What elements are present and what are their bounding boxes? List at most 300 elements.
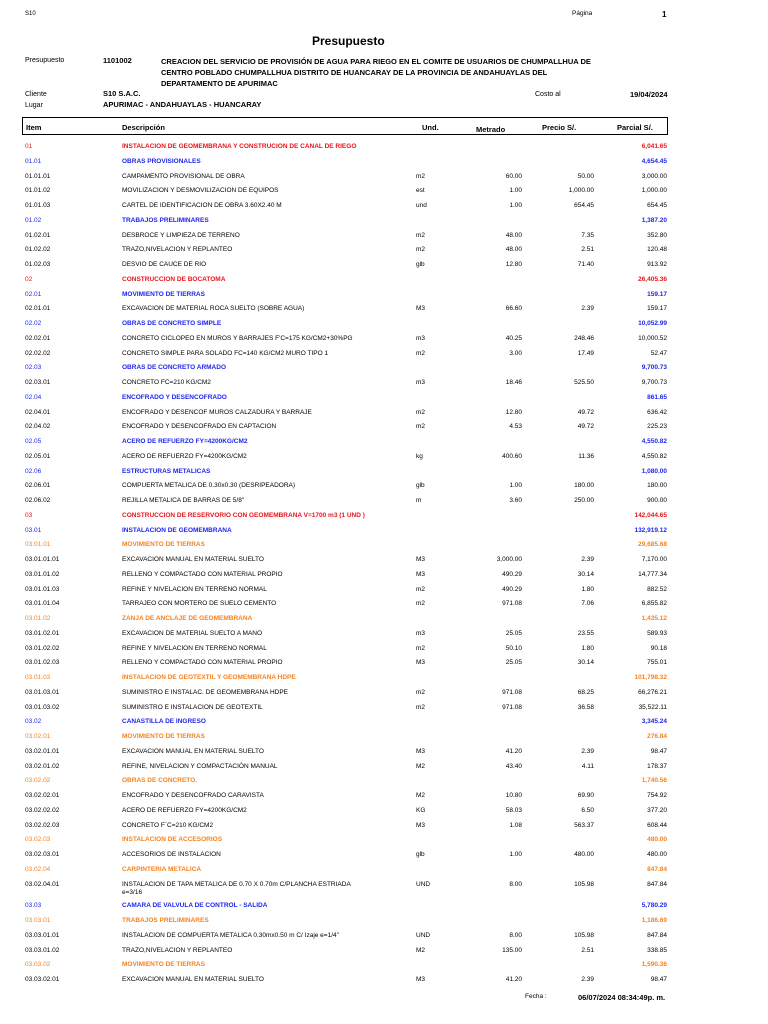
table-row-section [0, 866, 768, 880]
row-partial: 480.00 [647, 836, 667, 844]
table-row-section [0, 777, 768, 791]
table-row-section [0, 961, 768, 975]
row-item: 03.03.01.01 [25, 931, 60, 939]
row-item: 02.02.01 [25, 334, 51, 342]
row-price: 480.00 [574, 851, 594, 858]
row-item: 03.01.02.03 [25, 659, 60, 667]
row-price: 2.39 [581, 747, 594, 755]
row-partial: 1,740.56 [641, 777, 667, 785]
row-metrado: 40.25 [505, 334, 522, 342]
row-partial: 3,345.24 [641, 718, 667, 726]
row-description: DESBROCE Y LIMPIEZA DE TERRENO [122, 231, 240, 239]
table-row [0, 409, 768, 423]
row-unit: m3 [416, 629, 426, 637]
row-price: 1,000.00 [568, 187, 594, 195]
table-row [0, 630, 768, 644]
table-row-section [0, 438, 768, 452]
table-row [0, 645, 768, 659]
row-item: 02.02.02 [25, 349, 51, 357]
row-item: 02.03 [25, 364, 42, 372]
table-row-section [0, 291, 768, 305]
row-price: 6.50 [581, 806, 594, 814]
row-price: 7.35 [581, 231, 594, 239]
row-partial: 52.47 [650, 349, 667, 357]
table-row [0, 748, 768, 762]
row-description: MOVILIZACION Y DESMOVILIZACION DE EQUIPOS [122, 187, 279, 195]
row-unit: M3 [416, 747, 426, 755]
row-unit: m2 [416, 408, 426, 416]
row-description: CONCRETO SIMPLE PARA SOLADO FC=140 KG/CM2 MURO TIPO 1 [122, 349, 329, 357]
table-row [0, 881, 768, 895]
row-price: 2.39 [581, 556, 594, 563]
row-description: ENCOFRADO Y DESENCOFRADO [122, 393, 227, 401]
row-price: 1.80 [581, 644, 594, 652]
row-description: CONCRETO F`C=210 KG/CM2 [122, 821, 214, 829]
row-item: 02.06.02 [25, 497, 51, 504]
row-partial: 654.45 [647, 202, 667, 209]
row-description: CONCRETO CICLOPEO EN MUROS Y BARRAJES F'C=175 KG/CM2+30%PG [122, 334, 353, 342]
row-item: 03.02.02.03 [25, 821, 60, 829]
row-description: ENCOFRADO Y DESENCOFRADO EN CAPTACION [122, 423, 277, 431]
row-partial: 35,522.11 [638, 703, 667, 711]
row-description: ENCOFRADO Y DESENCOF MUROS CALZADURA Y BARRAJE [122, 408, 312, 416]
row-description: RELLENO Y COMPACTADO CON MATERIAL PROPIO [122, 659, 283, 667]
row-partial: 754.92 [647, 792, 667, 799]
row-price: 180.00 [574, 482, 594, 490]
row-item: 01.01 [25, 157, 42, 165]
table-row-section [0, 143, 768, 157]
table-row [0, 792, 768, 806]
table-row [0, 497, 768, 511]
row-unit: m3 [416, 379, 426, 386]
row-partial: 913.92 [647, 261, 667, 268]
row-item: 02.01 [25, 290, 42, 298]
row-partial: 755.01 [647, 659, 667, 667]
row-unit: m2 [416, 172, 426, 180]
table-row [0, 423, 768, 437]
row-description: REJILLA METALICA DE BARRAS DE 5/8" [122, 497, 245, 504]
row-unit: m2 [416, 600, 426, 608]
row-partial: 159.17 [647, 290, 667, 298]
row-item: 03.01.01.04 [25, 600, 60, 608]
row-description: CONSTRUCCION DE BOCATOMA [122, 275, 226, 283]
row-item: 03.01.02.01 [25, 629, 60, 637]
table-row-section [0, 836, 768, 850]
page-title: Presupuesto [312, 34, 385, 48]
row-description: CANASTILLA DE INGRESO [122, 718, 206, 726]
row-unit: m2 [416, 349, 426, 357]
row-item: 02.04.01 [25, 408, 51, 416]
table-row [0, 571, 768, 585]
row-item: 03.02.02.02 [25, 806, 60, 814]
row-item: 02.05 [25, 438, 42, 445]
row-metrado: 1.00 [509, 187, 522, 195]
row-metrado: 12.80 [505, 261, 522, 268]
row-metrado: 12.80 [505, 408, 522, 416]
row-partial: 29,685.68 [638, 541, 667, 549]
row-description: TRAZO,NIVELACION Y REPLANTEO [122, 246, 233, 254]
row-partial: 14,777.34 [638, 570, 667, 578]
lugar-value: APURIMAC - ANDAHUAYLAS - HUANCARAY [103, 100, 262, 109]
row-unit: glb [416, 261, 425, 268]
row-partial: 1,590.36 [641, 961, 667, 969]
row-description: MOVIMIENTO DE TIERRAS [122, 541, 205, 549]
row-description: INSTALACION DE COMPUERTA METALICA 0.30mx0.50 m C/ Izaje e=1/4" [122, 931, 339, 939]
row-metrado: 971.08 [502, 600, 522, 608]
costo-date: 19/04/2024 [630, 90, 668, 99]
row-partial: 1,000.00 [641, 187, 667, 195]
row-description: INSTALACION DE TAPA METALICA DE 0.70 X 0.70m C/PLANCHA ESTRIADA e=3/16 [122, 880, 351, 896]
row-partial: 3,000.00 [641, 172, 667, 180]
row-unit: UND [416, 880, 431, 888]
row-price: 105.98 [574, 931, 594, 939]
row-partial: 9,700.73 [641, 379, 667, 386]
table-row-section [0, 320, 768, 334]
row-item: 03.02 [25, 718, 42, 726]
row-description: CAMPAMENTO PROVISIONAL DE OBRA [122, 172, 245, 180]
row-description: MOVIMIENTO DE TIERRAS [122, 961, 205, 969]
row-unit: M3 [416, 821, 426, 829]
table-row [0, 187, 768, 201]
row-description: ZANJA DE ANCLAJE DE GEOMEMBRANA [122, 615, 253, 622]
row-description: ACERO DE REFUERZO FY=4200KG/CM2 [122, 452, 247, 460]
row-price: 2.51 [581, 946, 594, 954]
row-metrado: 25.05 [505, 659, 522, 667]
table-row [0, 482, 768, 496]
table-row-section [0, 902, 768, 916]
table-row-section [0, 615, 768, 629]
row-item: 03.01.03 [25, 674, 51, 681]
row-price: 50.00 [577, 172, 594, 180]
table-row [0, 173, 768, 187]
row-unit: M3 [416, 976, 426, 983]
row-partial: 1,080.00 [641, 467, 667, 475]
table-row [0, 932, 768, 946]
table-row [0, 202, 768, 216]
row-partial: 847.84 [647, 880, 667, 888]
row-metrado: 43.40 [505, 762, 522, 770]
footer-date-value: 06/07/2024 08:34:49p. m. [578, 993, 666, 1002]
row-description: CONSTRUCCION DE RESERVORIO CON GEOMEMBRANA V=1700 m3 (1 UND ) [122, 511, 365, 519]
table-row-section [0, 394, 768, 408]
row-description: REFINE Y NIVELACION EN TERRENO NORMAL [122, 585, 267, 593]
table-row-section [0, 917, 768, 931]
row-metrado: 135.00 [502, 946, 522, 954]
row-item: 03.01.03.02 [25, 703, 60, 711]
row-item: 03.03.01.02 [25, 946, 60, 954]
row-price: 248.46 [574, 334, 594, 342]
row-partial: 26,405.36 [638, 275, 667, 283]
row-partial: 225.23 [647, 423, 667, 431]
table-row [0, 246, 768, 260]
row-price: 654.45 [574, 202, 594, 209]
table-row [0, 453, 768, 467]
table-row [0, 305, 768, 319]
row-metrado: 50.10 [505, 644, 522, 652]
row-partial: 6,855.82 [641, 600, 667, 608]
row-description: REFINE Y NIVELACION EN TERRENO NORMAL [122, 644, 267, 652]
column-header-item: Item [26, 123, 42, 132]
row-price: 69.90 [577, 792, 594, 799]
footer-date-label: Fecha : [525, 993, 547, 1000]
row-partial: 4,654.45 [641, 157, 667, 165]
row-partial: 6,041.65 [641, 143, 667, 150]
row-description: OBRAS DE CONCRETO ARMADO [122, 364, 227, 372]
row-partial: 882.52 [647, 585, 667, 593]
presupuesto-label: Presupuesto [25, 57, 65, 64]
row-description: INSTALACION DE GEOMEMBRANA Y CONSTRUCION DE CANAL DE RIEGO [122, 143, 357, 150]
row-price: 49.72 [577, 423, 594, 431]
row-price: 2.39 [581, 305, 594, 313]
table-row-section [0, 512, 768, 526]
table-row [0, 586, 768, 600]
row-item: 01.01.03 [25, 202, 51, 209]
row-item: 03.02.03.01 [25, 851, 60, 858]
row-item: 02.06 [25, 467, 42, 475]
row-partial: 10,052.99 [638, 320, 667, 327]
table-row [0, 600, 768, 614]
row-item: 01.02.02 [25, 246, 51, 254]
row-item: 03.03.02.01 [25, 976, 60, 983]
row-partial: 9,700.73 [641, 364, 667, 372]
row-unit: m2 [416, 231, 426, 239]
row-unit: M2 [416, 792, 426, 799]
lugar-label: Lugar [25, 102, 43, 109]
row-description: COMPUERTA METALICA DE 0.30x0.30 (DESRIPEADORA) [122, 482, 296, 490]
row-description: TRABAJOS PRELIMINARES [122, 917, 209, 924]
row-description: EXCAVACION MANUAL EN MATERIAL SUELTO [122, 976, 264, 983]
row-unit: M3 [416, 659, 426, 667]
row-metrado: 48.00 [505, 231, 522, 239]
row-item: 03.02.02.01 [25, 792, 60, 799]
row-unit: M3 [416, 570, 426, 578]
row-partial: 352.80 [647, 231, 667, 239]
row-metrado: 48.00 [505, 246, 522, 254]
row-unit: est [416, 187, 425, 195]
row-metrado: 1.00 [509, 851, 522, 858]
row-partial: 132,919.12 [634, 526, 667, 534]
row-description: TARRAJEO CON MORTERO DE SUELO CEMENTO [122, 600, 277, 608]
row-partial: 276.84 [647, 733, 667, 740]
row-description: OBRAS DE CONCRETO SIMPLE [122, 320, 222, 327]
row-price: 250.00 [574, 497, 594, 504]
row-metrado: 4.53 [509, 423, 522, 431]
row-description: ESTRUCTURAS METALICAS [122, 467, 211, 475]
row-price: 36.58 [577, 703, 594, 711]
row-item: 02.04.02 [25, 423, 51, 431]
row-description: OBRAS PROVISIONALES [122, 157, 201, 165]
row-item: 03.01 [25, 526, 42, 534]
row-partial: 338.85 [647, 946, 667, 954]
row-item: 03.01.01.03 [25, 585, 60, 593]
row-description: ACERO DE REFUERZO FY=4200KG/CM2 [122, 438, 248, 445]
row-description: SUMINISTRO E INSTALACION DE GEOTEXTIL [122, 703, 263, 711]
row-item: 01.02 [25, 216, 42, 224]
row-item: 03.02.01.02 [25, 762, 60, 770]
table-row-section [0, 674, 768, 688]
row-description: INSTALACION DE GEOMEMBRANA [122, 526, 232, 534]
row-unit: m2 [416, 423, 426, 431]
row-metrado: 490.29 [502, 570, 522, 578]
row-metrado: 41.20 [505, 747, 522, 755]
page-label: Página [572, 10, 593, 17]
row-description: ACERO DE REFUERZO FY=4200KG/CM2 [122, 806, 247, 814]
table-row-section [0, 217, 768, 231]
row-item: 01.02.03 [25, 261, 51, 268]
row-partial: 589.93 [647, 629, 667, 637]
row-description: RELLENO Y COMPACTADO CON MATERIAL PROPIO [122, 570, 283, 578]
row-partial: 900.00 [647, 497, 667, 504]
row-description: CAMARA DE VALVULA DE CONTROL - SALIDA [122, 902, 268, 910]
row-unit: und [416, 202, 427, 209]
row-price: 2.39 [581, 976, 594, 983]
row-price: 2.51 [581, 246, 594, 254]
table-row [0, 659, 768, 673]
row-item: 02 [25, 275, 33, 283]
row-metrado: 8.00 [509, 880, 522, 888]
row-unit: glb [416, 482, 425, 490]
table-row [0, 947, 768, 961]
column-header-und: Und. [422, 123, 439, 132]
row-partial: 10,000.52 [638, 334, 667, 342]
row-metrado: 3,000.00 [496, 556, 522, 563]
column-header-metrado: Metrado [476, 125, 506, 134]
row-partial: 1,387.20 [641, 216, 667, 224]
row-unit: M3 [416, 556, 426, 563]
row-description: SUMINISTRO E INSTALAC. DE GEOMEMBRANA HDPE [122, 688, 289, 696]
row-price: 30.14 [577, 659, 594, 667]
row-item: 01.01.02 [25, 187, 51, 195]
row-description: TRABAJOS PRELIMINARES [122, 216, 209, 224]
row-metrado: 1.00 [509, 202, 522, 209]
presupuesto-code: 1101002 [103, 56, 132, 65]
row-price: 4.11 [581, 762, 594, 770]
row-description: CARPINTERIA METALICA [122, 865, 202, 873]
row-description: EXCAVACION DE MATERIAL ROCA SUELTO (SOBRE AGUA) [122, 305, 305, 313]
table-row [0, 232, 768, 246]
table-row [0, 704, 768, 718]
column-header-parcial: Parcial S/. [617, 123, 653, 132]
row-unit: m2 [416, 246, 426, 254]
table-header [22, 117, 668, 135]
table-row [0, 689, 768, 703]
row-partial: 480.00 [647, 851, 667, 858]
row-metrado: 971.08 [502, 703, 522, 711]
row-metrado: 8.00 [509, 931, 522, 939]
row-description: REFINE, NIVELACION Y COMPACTACIÓN MANUAL [122, 762, 278, 770]
row-item: 03.02.04 [25, 865, 51, 873]
row-item: 03.01.02 [25, 615, 51, 622]
row-partial: 7,170.00 [641, 556, 667, 563]
row-item: 01 [25, 143, 33, 150]
page-number: 1 [662, 10, 667, 19]
row-partial: 180.00 [647, 482, 667, 490]
row-description: MOVIMIENTO DE TIERRAS [122, 290, 205, 298]
row-description: EXCAVACION DE MATERIAL SUELTO A MANO [122, 629, 263, 637]
row-description: CONCRETO FC=210 KG/CM2 [122, 379, 211, 386]
row-item: 03 [25, 511, 33, 519]
row-unit: M2 [416, 762, 426, 770]
row-partial: 1,435.12 [641, 615, 667, 622]
table-row-section [0, 364, 768, 378]
row-partial: 178.37 [647, 762, 667, 770]
row-partial: 377.20 [647, 806, 667, 814]
cliente-value: S10 S.A.C. [103, 89, 141, 98]
row-description: ENCOFRADO Y DESENCOFRADO CARAVISTA [122, 792, 264, 799]
row-price: 30.14 [577, 570, 594, 578]
row-item: 03.02.02 [25, 777, 51, 785]
table-row [0, 379, 768, 393]
row-item: 03.02.04.01 [25, 880, 60, 888]
row-unit: m2 [416, 703, 426, 711]
row-description: DESVIO DE CAUCE DE RIO [122, 261, 207, 268]
row-item: 02.05.01 [25, 452, 51, 460]
row-partial: 98.47 [650, 976, 667, 983]
row-partial: 159.17 [647, 305, 667, 313]
row-partial: 1,186.69 [641, 917, 667, 924]
row-partial: 98.47 [650, 747, 667, 755]
row-metrado: 25.05 [505, 629, 522, 637]
row-metrado: 60.00 [505, 172, 522, 180]
row-partial: 847.84 [647, 865, 667, 873]
row-description: OBRAS DE CONCRETO. [122, 777, 197, 785]
table-row-section [0, 527, 768, 541]
row-metrado: 10.80 [505, 792, 522, 799]
row-metrado: 58.03 [505, 806, 522, 814]
row-partial: 66,276.21 [638, 688, 667, 696]
table-row [0, 763, 768, 777]
table-row [0, 976, 768, 990]
row-partial: 861.65 [647, 393, 667, 401]
row-description: EXCAVACION MANUAL EN MATERIAL SUELTO [122, 556, 264, 563]
cliente-label: Cliente [25, 91, 47, 98]
row-item: 03.02.01 [25, 733, 51, 740]
row-item: 03.03 [25, 902, 42, 910]
row-price: 11.36 [578, 452, 594, 460]
row-item: 03.01.02.02 [25, 644, 60, 652]
row-partial: 847.84 [647, 931, 667, 939]
row-metrado: 41.20 [505, 976, 522, 983]
row-price: 7.06 [581, 600, 594, 608]
row-item: 02.02 [25, 320, 42, 327]
row-metrado: 3.60 [509, 497, 522, 504]
table-row-section [0, 158, 768, 172]
table-row [0, 261, 768, 275]
row-price: 17.49 [577, 349, 594, 357]
row-item: 03.02.03 [25, 836, 51, 844]
row-partial: 4,550.82 [641, 452, 667, 460]
row-price: 1.80 [581, 585, 594, 593]
row-unit: M3 [416, 305, 426, 313]
row-price: 105.98 [574, 880, 594, 888]
row-unit: M2 [416, 946, 426, 954]
row-price: 23.55 [577, 629, 594, 637]
row-unit: kg [416, 452, 423, 460]
row-item: 02.01.01 [25, 305, 51, 313]
row-partial: 90.18 [650, 644, 667, 652]
row-price: 563.37 [574, 821, 594, 829]
table-row-section [0, 468, 768, 482]
row-description: ACCESORIOS DE INSTALACION [122, 851, 221, 858]
row-unit: m3 [416, 334, 426, 342]
row-item: 01.01.01 [25, 172, 51, 180]
row-unit: m [416, 497, 422, 504]
row-partial: 101,798.32 [634, 674, 667, 681]
row-price: 71.40 [577, 261, 594, 268]
table-row [0, 822, 768, 836]
table-row [0, 807, 768, 821]
row-metrado: 3.00 [509, 349, 522, 357]
